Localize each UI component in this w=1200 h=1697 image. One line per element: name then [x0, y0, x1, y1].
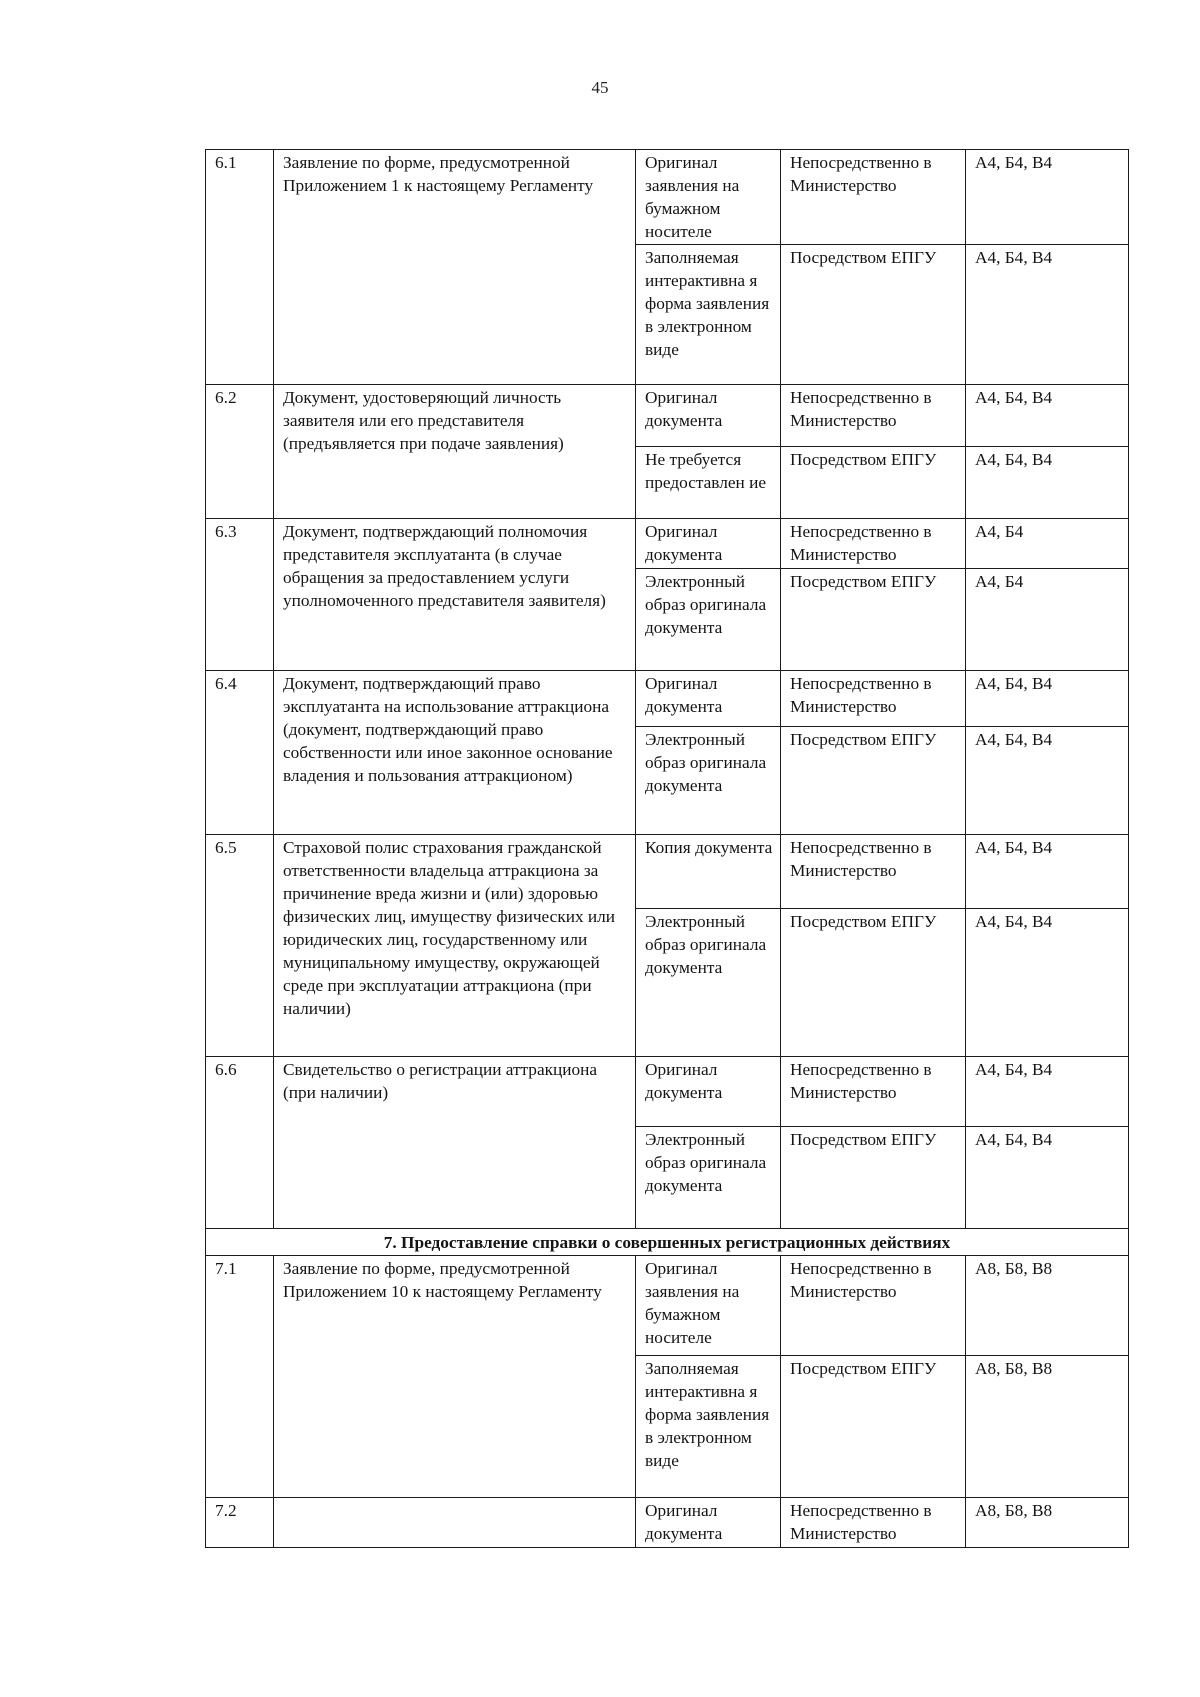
submission-form: Оригинал документа	[636, 385, 781, 447]
submission-method: Непосредственно в Министерство	[781, 1498, 966, 1548]
result-codes: А4, Б4, В4	[966, 1127, 1129, 1229]
submission-method: Посредством ЕПГУ	[781, 727, 966, 835]
submission-form: Оригинал документа	[636, 1498, 781, 1548]
submission-method: Непосредственно в Министерство	[781, 1057, 966, 1127]
section-title: 7. Предоставление справки о совершенных регистрационных действиях	[206, 1229, 1129, 1256]
row-number: 6.4	[206, 671, 274, 835]
result-codes: А4, Б4, В4	[966, 727, 1129, 835]
submission-method: Посредством ЕПГУ	[781, 569, 966, 671]
submission-form: Заполняемая интерактивна я форма заявления в электронном виде	[636, 245, 781, 385]
submission-form: Заполняемая интерактивна я форма заявления в электронном виде	[636, 1356, 781, 1498]
submission-method: Посредством ЕПГУ	[781, 245, 966, 385]
result-codes: А4, Б4, В4	[966, 1057, 1129, 1127]
submission-method: Непосредственно в Министерство	[781, 671, 966, 727]
document-name: Заявление по форме, предусмотренной Приложением 10 к настоящему Регламенту	[274, 1256, 636, 1498]
submission-form: Электронный образ оригинала документа	[636, 727, 781, 835]
table-row-6-5	[206, 835, 1129, 909]
page-number: 45	[591, 78, 609, 97]
submission-method: Посредством ЕПГУ	[781, 1356, 966, 1498]
row-number: 6.1	[206, 150, 274, 385]
table-row-6-3	[206, 519, 1129, 569]
result-codes: А8, Б8, В8	[966, 1356, 1129, 1498]
table-row-6-4	[206, 671, 1129, 727]
row-number: 6.6	[206, 1057, 274, 1229]
result-codes: А4, Б4, В4	[966, 835, 1129, 909]
row-number: 6.5	[206, 835, 274, 1057]
document-name	[274, 1498, 636, 1548]
result-codes: А4, Б4, В4	[966, 447, 1129, 519]
table-row-6-2	[206, 385, 1129, 447]
document-name: Заявление по форме, предусмотренной Приложением 1 к настоящему Регламенту	[274, 150, 636, 385]
result-codes: А4, Б4, В4	[966, 385, 1129, 447]
submission-method: Непосредственно в Министерство	[781, 1256, 966, 1356]
result-codes: А4, Б4, В4	[966, 150, 1129, 245]
result-codes: А4, Б4	[966, 569, 1129, 671]
table-row-7-1	[206, 1256, 1129, 1356]
submission-method: Посредством ЕПГУ	[781, 447, 966, 519]
row-number: 6.2	[206, 385, 274, 519]
submission-form: Электронный образ оригинала документа	[636, 569, 781, 671]
submission-form: Оригинал документа	[636, 519, 781, 569]
result-codes: А8, Б8, В8	[966, 1256, 1129, 1356]
submission-form: Не требуется предоставлен ие	[636, 447, 781, 519]
result-codes: А4, Б4, В4	[966, 671, 1129, 727]
submission-method: Посредством ЕПГУ	[781, 909, 966, 1057]
table-row-6-1	[206, 150, 1129, 245]
submission-form: Оригинал заявления на бумажном носителе	[636, 1256, 781, 1356]
submission-form: Электронный образ оригинала документа	[636, 909, 781, 1057]
table-row-7-2	[206, 1498, 1129, 1548]
submission-form: Оригинал документа	[636, 1057, 781, 1127]
section-header	[206, 1229, 1129, 1256]
submission-form: Электронный образ оригинала документа	[636, 1127, 781, 1229]
document-name: Страховой полис страхования гражданской ответственности владельца аттракциона за причинение вреда жизни и (или) здоровью физических лиц, имуществу физических или юридических лиц, государственному или муниципальному имуществу, окружающей среде при эксплуатации аттракциона (при наличии)	[274, 835, 636, 1057]
result-codes: А4, Б4, В4	[966, 245, 1129, 385]
row-number: 7.1	[206, 1256, 274, 1498]
submission-method: Непосредственно в Министерство	[781, 519, 966, 569]
submission-method: Непосредственно в Министерство	[781, 150, 966, 245]
result-codes: А8, Б8, В8	[966, 1498, 1129, 1548]
submission-form: Копия документа	[636, 835, 781, 909]
row-number: 6.3	[206, 519, 274, 671]
result-codes: А4, Б4, В4	[966, 909, 1129, 1057]
submission-form: Оригинал документа	[636, 671, 781, 727]
document-name: Свидетельство о регистрации аттракциона (при наличии)	[274, 1057, 636, 1229]
document-name: Документ, удостоверяющий личность заявителя или его представителя (предъявляется при подаче заявления)	[274, 385, 636, 519]
submission-method: Непосредственно в Министерство	[781, 385, 966, 447]
submission-form: Оригинал заявления на бумажном носителе	[636, 150, 781, 245]
submission-method: Посредством ЕПГУ	[781, 1127, 966, 1229]
row-number: 7.2	[206, 1498, 274, 1548]
document-name: Документ, подтверждающий полномочия представителя эксплуатанта (в случае обращения за предоставлением услуги уполномоченного представителя заявителя)	[274, 519, 636, 671]
document-name: Документ, подтверждающий право эксплуатанта на использование аттракциона (документ, подтверждающий право собственности или иное законное основание владения и пользования аттракционом)	[274, 671, 636, 835]
result-codes: А4, Б4	[966, 519, 1129, 569]
submission-method: Непосредственно в Министерство	[781, 835, 966, 909]
documents-table	[205, 149, 1129, 1548]
table-row-6-6	[206, 1057, 1129, 1127]
